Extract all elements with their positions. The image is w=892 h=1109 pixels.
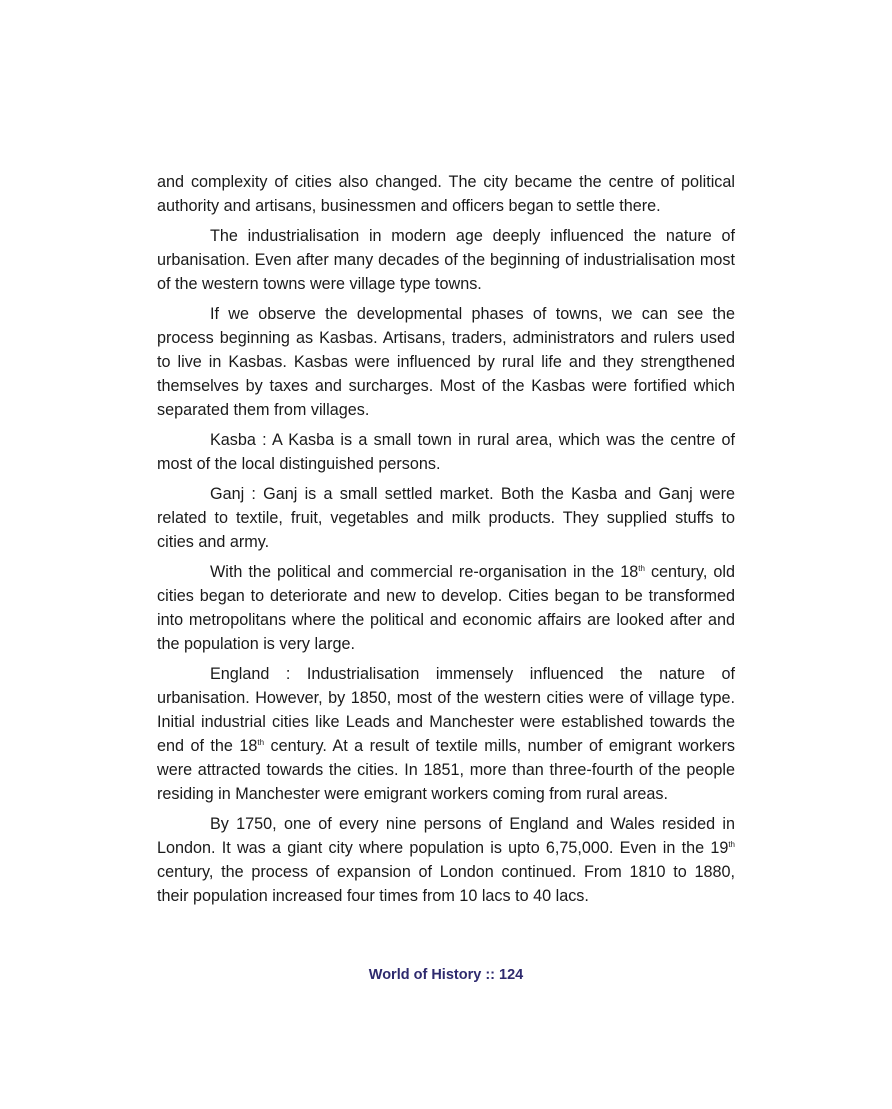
paragraph-kasba: Kasba : A Kasba is a small town in rural area, which was the centre of most of the local distinguished persons. [157,431,735,473]
superscript-th: th [257,738,265,747]
body-text [157,170,735,914]
paragraph-ganj: Ganj : Ganj is a small settled market. Both the Kasba and Ganj were related to textile, fruit, vegetables and milk products. They supplied stuffs to cities and army. [157,485,735,551]
paragraph-6-part-b: century, old cities began to deteriorate and new to develop. Cities began to be transformed into metropolitans where the political and economic affairs are looked after and the population is very large. [157,563,735,653]
paragraph-england [157,662,735,806]
paragraph-6-part-a: With the political and commercial re-organisation in the 18 [210,563,639,581]
paragraph-1: and complexity of cities also changed. The city became the centre of political authority and artisans, businessmen and officers began to settle there. [157,173,735,215]
paragraph-7-part-b: century. At a result of textile mills, number of emigrant workers were attracted towards the cities. In 1851, more than three-fourth of the people residing in Manchester were emigrant workers coming from rural areas. [157,737,735,803]
paragraph-8-part-a: By 1750, one of every nine persons of England and Wales resided in London. It was a giant city where population is upto 6,75,000. Even in the 19 [157,815,735,857]
page-footer: World of History :: 124 [368,967,524,983]
paragraph-london [157,812,735,908]
paragraph-2: The industrialisation in modern age deeply influenced the nature of urbanisation. Even after many decades of the beginning of industrialisation most of the western towns were village type towns. [157,227,735,293]
paragraph-reorganisation [157,560,735,656]
superscript-th: th [638,564,645,573]
paragraph-3: If we observe the developmental phases of towns, we can see the process beginning as Kasbas. Artisans, traders, administrators and rulers used to live in Kasbas. Kasbas were influenced by rural life and they strengthened themselves by taxes and surcharges. Most of the Kasbas were fortified which separated them from villages. [157,305,735,419]
paragraph-8-part-b: century, the process of expansion of London continued. From 1810 to 1880, their population increased four times from 10 lacs to 40 lacs. [157,863,735,905]
paragraph-7-part-a: England : Industrialisation immensely influenced the nature of urbanisation. However, by 1850, most of the western cities were of village type. Initial industrial cities like Leads and Manchester were established towards the end of the 18 [157,665,735,755]
superscript-th: th [728,840,735,849]
